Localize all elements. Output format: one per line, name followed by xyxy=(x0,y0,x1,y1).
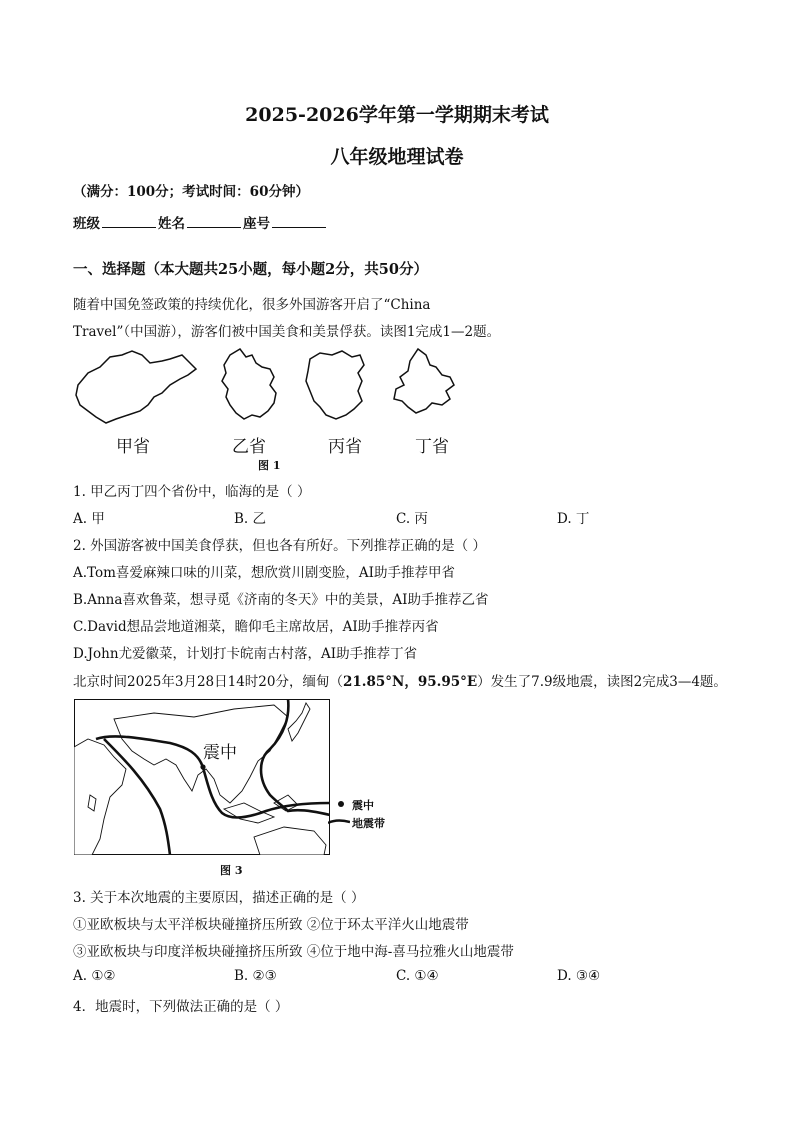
intro1-line2: Travel”（中国游），游客们被中国美食和美景俘获。读图1完成1—2题。 xyxy=(73,324,501,340)
name-blank[interactable] xyxy=(187,213,241,228)
q2-option-a[interactable]: A.Tom喜爱麻辣口味的川菜，想欣赏川剧变脸，AI助手推荐甲省 xyxy=(73,565,456,581)
province-ding-outline xyxy=(394,349,454,413)
province-yi-outline xyxy=(222,349,276,419)
seat-label: 座号 xyxy=(243,216,270,232)
q1-option-a[interactable]: A. 甲 xyxy=(73,511,105,527)
intro2-coords: 21.85°N，95.95°E xyxy=(342,674,478,690)
legend-epicenter-symbol xyxy=(336,799,346,809)
q3-stem: 3. 关于本次地震的主要原因，描述正确的是（ ） xyxy=(73,890,365,906)
q3-statements-line1: ①亚欧板块与太平洋板块碰撞挤压所致 ②位于环太平洋火山地震带 xyxy=(73,917,469,933)
section-heading: 一、选择题（本大题共25小题，每小题2分，共50分） xyxy=(73,261,428,278)
q3-option-b[interactable]: B. ②③ xyxy=(234,968,277,984)
q1-option-c[interactable]: C. 丙 xyxy=(396,511,428,527)
province-bing-outline xyxy=(306,351,364,419)
figure1-caption: 图 1 xyxy=(258,459,281,472)
class-blank[interactable] xyxy=(102,213,156,228)
intro2-pre: 北京时间2025年3月28日14时20分，缅甸（ xyxy=(73,674,343,690)
q4-stem: 4．地震时，下列做法正确的是（ ） xyxy=(73,999,289,1015)
intro1-line1: 随着中国免签政策的持续优化，很多外国游客开启了“China xyxy=(73,297,431,313)
province-label-ding: 丁省 xyxy=(415,437,449,457)
legend-epicenter-text: 震中 xyxy=(352,799,374,812)
q3-option-c[interactable]: C. ①④ xyxy=(396,968,439,984)
q1-option-b[interactable]: B. 乙 xyxy=(234,511,267,527)
exam-info: （满分：100分；考试时间：60分钟） xyxy=(73,184,309,200)
q2-option-b[interactable]: B.Anna喜欢鲁菜，想寻觅《济南的冬天》中的美景，AI助手推荐乙省 xyxy=(73,592,489,608)
figure1-province-outlines xyxy=(70,345,470,430)
q3-statements-line2: ③亚欧板块与印度洋板块碰撞挤压所致 ④位于地中海-喜马拉雅火山地震带 xyxy=(73,944,514,960)
student-info-row xyxy=(73,212,328,232)
figure2-caption: 图 3 xyxy=(220,864,243,877)
figure2-earthquake-map xyxy=(74,699,330,855)
q3-option-a[interactable]: A. ①② xyxy=(73,968,116,984)
class-label: 班级 xyxy=(73,216,100,232)
legend-belt-text: 地震带 xyxy=(352,817,385,830)
epicenter-dot xyxy=(200,764,205,769)
legend-belt-symbol xyxy=(328,818,350,826)
intro2-post: ）发生了7.9级地震，读图2完成3—4题。 xyxy=(477,674,727,690)
exam-subtitle: 八年级地理试卷 xyxy=(330,146,464,168)
q3-option-d[interactable]: D. ③④ xyxy=(557,968,601,984)
q2-option-d[interactable]: D.John尤爱徽菜，计划打卡皖南古村落，AI助手推荐丁省 xyxy=(73,646,418,662)
province-label-bing: 丙省 xyxy=(328,437,362,457)
seat-blank[interactable] xyxy=(272,213,326,228)
q2-stem: 2. 外国游客被中国美食俘获，但也各有所好。下列推荐正确的是（ ） xyxy=(73,538,486,554)
name-label: 姓名 xyxy=(158,216,185,232)
intro2 xyxy=(73,670,727,690)
exam-title: 2025-2026学年第一学期期末考试 xyxy=(245,104,549,126)
province-label-yi: 乙省 xyxy=(232,437,266,457)
q1-option-d[interactable]: D. 丁 xyxy=(557,511,590,527)
q2-option-c[interactable]: C.David想品尝地道湘菜，瞻仰毛主席故居，AI助手推荐丙省 xyxy=(73,619,439,635)
q1-stem: 1. 甲乙丙丁四个省份中，临海的是（ ） xyxy=(73,484,311,500)
map-epicenter-label: 震中 xyxy=(203,743,237,763)
province-jia-outline xyxy=(76,351,196,423)
province-label-jia: 甲省 xyxy=(116,437,150,457)
